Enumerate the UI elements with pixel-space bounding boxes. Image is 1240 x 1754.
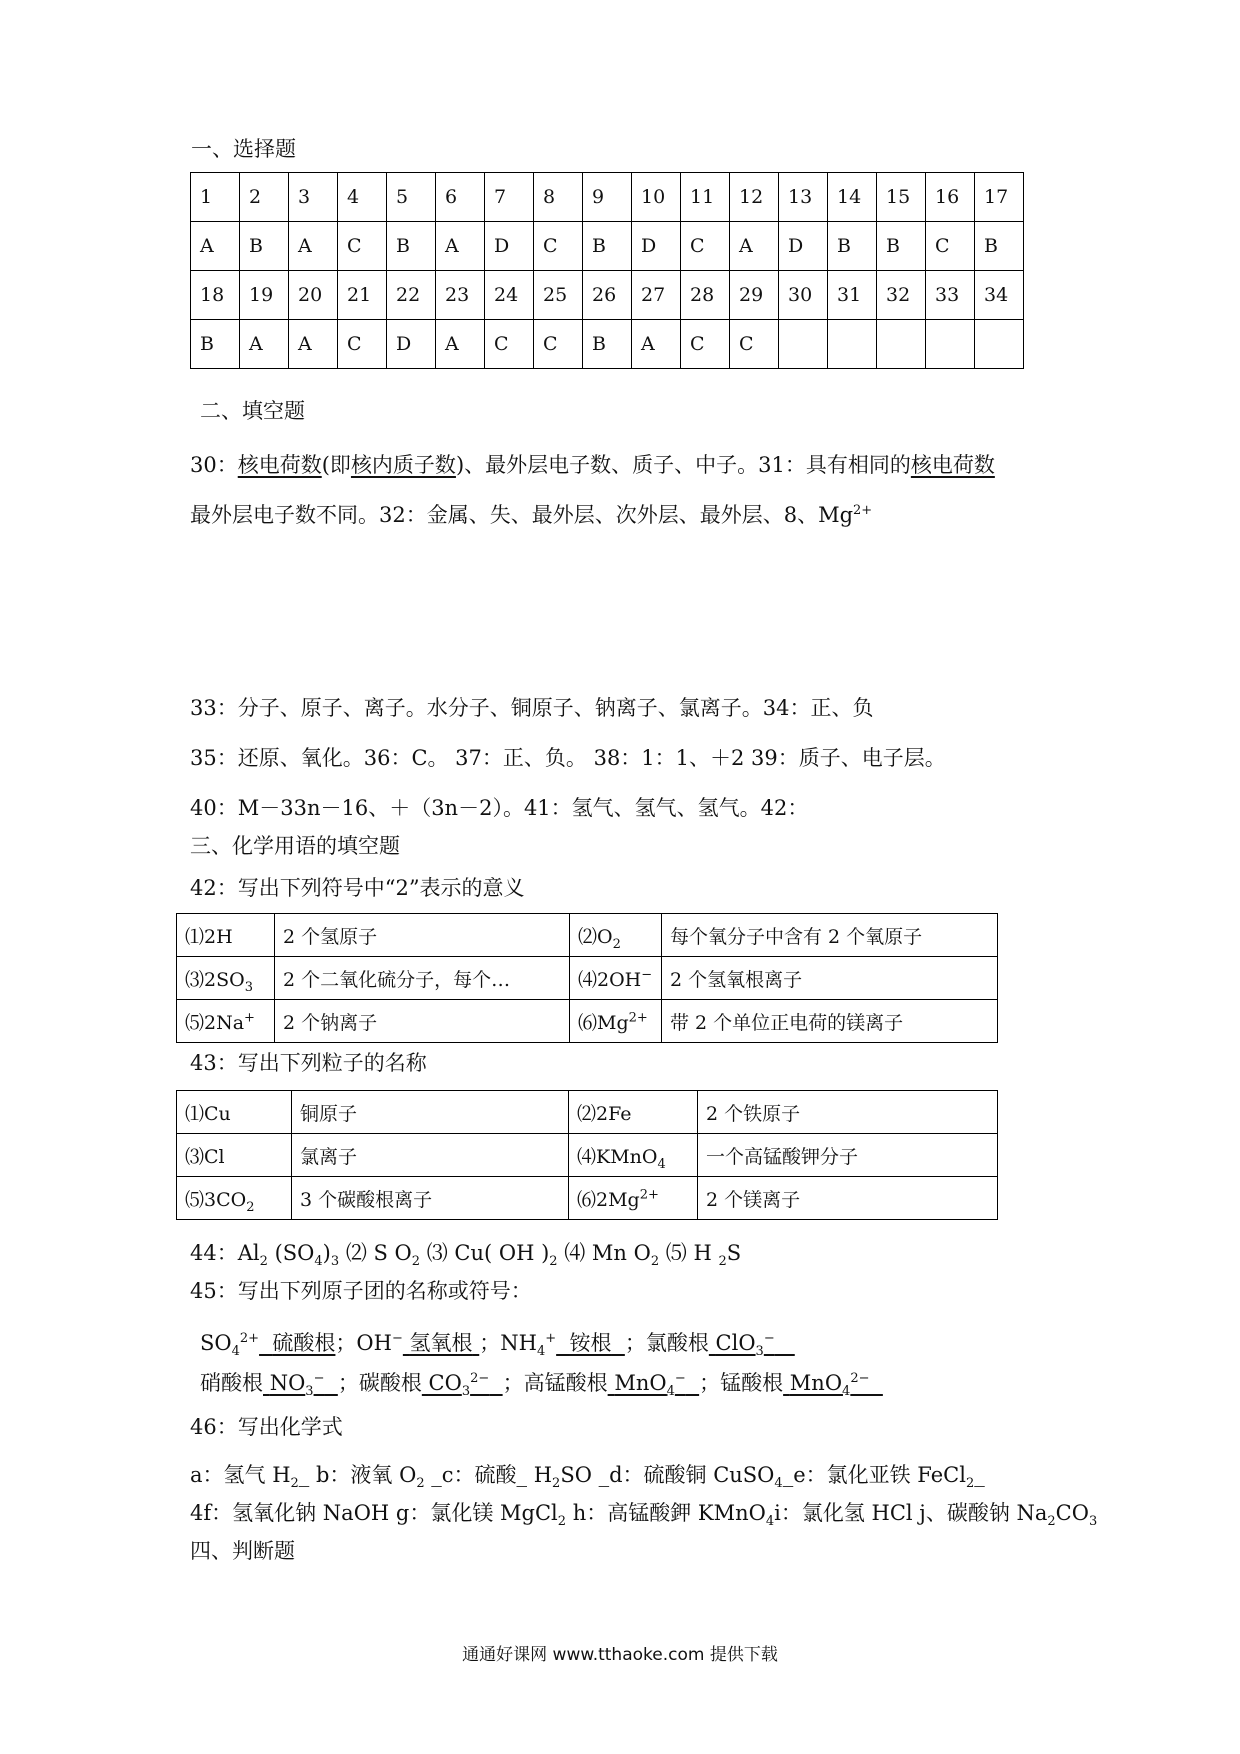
answer-cell: A <box>289 222 338 271</box>
text: a：氢气 H <box>190 1463 291 1487</box>
answer-cell <box>779 320 828 369</box>
subscript: 2 <box>259 1254 268 1270</box>
q46-title: 46：写出化学式 <box>190 1415 343 1439</box>
underlined-answer <box>709 1331 795 1360</box>
text: ) <box>322 1241 331 1265</box>
text: SO <box>200 1331 232 1355</box>
answer-cell: C <box>338 222 387 271</box>
answer-cell: D <box>485 222 534 271</box>
answer-cell: A <box>436 222 485 271</box>
text: ⑷2OH <box>578 968 642 991</box>
answer-cell: C <box>485 320 534 369</box>
text: 硫酸根 <box>272 1331 336 1355</box>
answer-cell: 1 <box>191 173 240 222</box>
subscript: 2 <box>416 1476 425 1492</box>
text: ⑶2SO <box>185 968 245 991</box>
answer-cell: 30 <box>779 271 828 320</box>
answer-cell: B <box>828 222 877 271</box>
table-row <box>177 1177 998 1220</box>
text: ⑹2Mg <box>577 1188 640 1211</box>
superscript: + <box>244 1010 255 1026</box>
subscript: 2 <box>549 1254 558 1270</box>
table-row <box>177 957 998 1000</box>
answer-cell: 8 <box>534 173 583 222</box>
answer-cell: B <box>583 222 632 271</box>
answer-cell: 25 <box>534 271 583 320</box>
answer-cell <box>926 320 975 369</box>
name-cell: 铜原子 <box>292 1091 569 1134</box>
text: ；OH <box>335 1331 392 1355</box>
text: (SO <box>267 1241 315 1265</box>
answer-cell: A <box>289 320 338 369</box>
symbol-cell: ⑴2H <box>177 914 275 957</box>
answer-cell: D <box>632 222 681 271</box>
q46-line-2 <box>190 1500 1098 1530</box>
answer-cell: A <box>191 222 240 271</box>
text: ⑸3CO <box>185 1188 247 1211</box>
answer-cell: 3 <box>289 173 338 222</box>
meaning-cell: 2 个钠离子 <box>275 1000 570 1043</box>
particle-cell <box>177 1177 292 1220</box>
name-cell: 一个高锰酸钾分子 <box>698 1134 998 1177</box>
answer-table <box>190 172 1024 369</box>
symbol-cell <box>177 1000 275 1043</box>
meaning-cell: 2 个氢氧根离子 <box>662 957 998 1000</box>
text: _ <box>974 1463 985 1487</box>
text: S <box>726 1241 742 1265</box>
superscript: 2+ <box>853 503 873 518</box>
superscript: − <box>313 1371 325 1386</box>
q45-line-2 <box>200 1370 883 1400</box>
text: _c：硫酸_ H <box>424 1463 553 1487</box>
answer-cell: 32 <box>877 271 926 320</box>
subscript: 2 <box>965 1476 975 1492</box>
text: MnO <box>614 1371 667 1395</box>
subscript: 4 <box>666 1384 675 1400</box>
text: CO <box>428 1371 462 1395</box>
underlined-answer <box>556 1331 625 1355</box>
answer-cell: 20 <box>289 271 338 320</box>
text: 硝酸根 <box>200 1371 263 1395</box>
answer-cell: B <box>975 222 1024 271</box>
subscript: 4 <box>314 1254 323 1270</box>
underlined-answer: 核电荷数 <box>910 453 995 477</box>
table-row <box>191 222 1024 271</box>
table-row <box>177 1091 998 1134</box>
answer-cell: 27 <box>632 271 681 320</box>
answer-cell <box>975 320 1024 369</box>
text: )、最外层电子数、质子、中子。31：具有相同的 <box>455 453 911 477</box>
table-row <box>177 1000 998 1043</box>
text: NO <box>269 1371 306 1395</box>
text: 4f：氢氧化钠 NaOH g：氯化镁 MgCl <box>190 1501 558 1525</box>
q44-line <box>190 1240 742 1270</box>
answer-cell: C <box>534 320 583 369</box>
symbol-cell <box>570 957 662 1000</box>
fill-line-1 <box>190 452 995 478</box>
superscript: 2+ <box>639 1187 659 1203</box>
name-cell: 2 个铁原子 <box>698 1091 998 1134</box>
symbol-cell <box>570 1000 662 1043</box>
text: ；碳酸根 <box>337 1371 422 1395</box>
answer-cell: 14 <box>828 173 877 222</box>
superscript: − <box>674 1371 686 1386</box>
answer-cell: 26 <box>583 271 632 320</box>
superscript: + <box>545 1331 557 1346</box>
superscript: − <box>641 967 653 983</box>
subscript: 2 <box>650 1254 660 1270</box>
subscript: 2 <box>718 1254 727 1270</box>
answer-cell: A <box>240 320 289 369</box>
underlined-answer <box>403 1331 479 1355</box>
text: 氢氧根 <box>409 1331 473 1355</box>
subscript: 4 <box>842 1384 851 1400</box>
table-row <box>177 914 998 957</box>
meaning-cell: 每个氧分子中含有 2 个氧原子 <box>662 914 998 957</box>
subscript: 3 <box>755 1344 764 1360</box>
superscript: − <box>391 1331 403 1346</box>
answer-cell: B <box>583 320 632 369</box>
answer-cell: B <box>877 222 926 271</box>
subscript: 2 <box>1047 1514 1056 1530</box>
answer-cell: 28 <box>681 271 730 320</box>
answer-cell: C <box>681 222 730 271</box>
answer-cell: 23 <box>436 271 485 320</box>
q45-title: 45：写出下列原子团的名称或符号： <box>190 1279 532 1303</box>
section-2-title: 二、填空题 <box>200 399 305 423</box>
name-cell: 氯离子 <box>292 1134 569 1177</box>
subscript: 2 <box>612 936 621 952</box>
subscript: 3 <box>1088 1514 1098 1530</box>
subscript: 2 <box>246 1199 255 1215</box>
answer-cell: 24 <box>485 271 534 320</box>
text: ；锰酸根 <box>699 1371 784 1395</box>
subscript: 3 <box>461 1384 471 1400</box>
q42-table <box>176 913 998 1043</box>
answer-cell: C <box>926 222 975 271</box>
text: ⑵O <box>578 925 613 948</box>
text: ；NH <box>479 1331 537 1355</box>
q46-line-1 <box>190 1462 985 1492</box>
answer-cell: 16 <box>926 173 975 222</box>
answer-cell: 19 <box>240 271 289 320</box>
answer-cell: 33 <box>926 271 975 320</box>
q42-title: 42：写出下列符号中“2”表示的意义 <box>190 876 525 900</box>
answer-cell: 9 <box>583 173 632 222</box>
answer-cell: D <box>387 320 436 369</box>
underlined-answer: 核内质子数 <box>350 453 456 477</box>
answer-cell: 7 <box>485 173 534 222</box>
text: ⑷ Mn O <box>557 1241 651 1265</box>
subscript: 3 <box>330 1254 340 1270</box>
subscript: 3 <box>244 979 253 995</box>
answer-cell: 18 <box>191 271 240 320</box>
text: i：氯化氢 HCl j、碳酸钠 Na <box>774 1501 1048 1525</box>
meaning-cell: 2 个氢原子 <box>275 914 570 957</box>
name-cell: 2 个镁离子 <box>698 1177 998 1220</box>
symbol-cell <box>177 957 275 1000</box>
text: ⑸2Na <box>185 1011 245 1034</box>
name-cell: 3 个碳酸根离子 <box>292 1177 569 1220</box>
text: ；高锰酸根 <box>502 1371 608 1395</box>
answer-cell: 29 <box>730 271 779 320</box>
subscript: 2 <box>290 1476 299 1492</box>
footer: 通通好课网 www.tthaoke.com 提供下载 <box>462 1645 778 1665</box>
answer-cell: B <box>387 222 436 271</box>
answer-cell: C <box>338 320 387 369</box>
answer-cell <box>828 320 877 369</box>
subscript: 2 <box>557 1514 567 1530</box>
answer-cell: 12 <box>730 173 779 222</box>
table-row <box>191 173 1024 222</box>
particle-cell: ⑶Cl <box>177 1134 292 1177</box>
fill-line-3: 33：分子、原子、离子。水分子、铜原子、钠离子、氯离子。34：正、负 <box>190 696 874 720</box>
answer-cell: 31 <box>828 271 877 320</box>
subscript: 4 <box>536 1344 546 1360</box>
answer-cell: A <box>436 320 485 369</box>
particle-cell <box>569 1177 698 1220</box>
underlined-answer <box>422 1371 503 1400</box>
answer-cell: 10 <box>632 173 681 222</box>
answer-cell: 22 <box>387 271 436 320</box>
text: SO _d：硫酸铜 CuSO <box>560 1463 775 1487</box>
particle-cell: ⑴Cu <box>177 1091 292 1134</box>
answer-cell: 6 <box>436 173 485 222</box>
table-row <box>191 271 1024 320</box>
q43-title: 43：写出下列粒子的名称 <box>190 1051 427 1075</box>
text: ClO <box>715 1331 756 1355</box>
answer-cell: C <box>534 222 583 271</box>
fill-line-2 <box>190 502 872 528</box>
fill-line-4: 35：还原、氧化。36：C。 37：正、负。 38：1：1、＋2 39：质子、电子层。 <box>190 746 946 770</box>
section-1-title: 一、选择题 <box>191 137 296 161</box>
table-row <box>191 320 1024 369</box>
answer-cell: B <box>240 222 289 271</box>
fill-line-5: 40：M－33n－16、＋（3n－2）。41：氢气、氢气、氢气。42： <box>190 796 809 820</box>
text: ；氯酸根 <box>624 1331 709 1355</box>
answer-cell: 13 <box>779 173 828 222</box>
section-3-title: 三、化学用语的填空题 <box>190 834 400 858</box>
subscript: 3 <box>305 1384 314 1400</box>
answer-cell: B <box>191 320 240 369</box>
answer-cell: 2 <box>240 173 289 222</box>
subscript: 4 <box>774 1476 783 1492</box>
subscript: 4 <box>231 1344 240 1360</box>
text: 最外层电子数不同。32：金属、失、最外层、次外层、最外层、8、Mg <box>190 503 854 527</box>
superscript: − <box>763 1331 775 1346</box>
answer-cell: 15 <box>877 173 926 222</box>
answer-cell: C <box>730 320 779 369</box>
subscript: 2 <box>552 1476 561 1492</box>
text: ⑷KMnO <box>577 1145 658 1168</box>
underlined-answer: 核电荷数 <box>237 453 322 477</box>
section-4-title: 四、判断题 <box>190 1539 295 1563</box>
q43-table <box>176 1090 998 1220</box>
text: CO <box>1055 1501 1089 1525</box>
text: ⑸ H <box>659 1241 719 1265</box>
q45-line-1 <box>200 1330 795 1360</box>
answer-cell: 4 <box>338 173 387 222</box>
text: ⑹Mg <box>578 1011 629 1034</box>
answer-cell: 5 <box>387 173 436 222</box>
table-row <box>177 1134 998 1177</box>
subscript: 4 <box>657 1156 666 1172</box>
superscript: 2+ <box>239 1331 260 1346</box>
superscript: 2− <box>470 1371 490 1386</box>
text: ⑶ Cu( OH ) <box>420 1241 550 1265</box>
answer-cell: 11 <box>681 173 730 222</box>
answer-cell: 21 <box>338 271 387 320</box>
answer-cell: 34 <box>975 271 1024 320</box>
superscript: 2− <box>850 1371 870 1386</box>
underlined-answer <box>608 1371 699 1400</box>
text: h：高锰酸鉀 KMnO <box>566 1501 766 1525</box>
particle-cell: ⑵2Fe <box>569 1091 698 1134</box>
superscript: 2+ <box>628 1010 648 1026</box>
text: 铵根 <box>569 1331 612 1355</box>
text: MnO <box>789 1371 843 1395</box>
text: _e：氯化亚铁 FeCl <box>782 1463 966 1487</box>
answer-cell: 17 <box>975 173 1024 222</box>
answer-cell: A <box>730 222 779 271</box>
subscript: 4 <box>765 1514 775 1530</box>
subscript: 2 <box>411 1254 421 1270</box>
text: (即 <box>321 453 351 477</box>
text: 44：Al <box>190 1241 260 1265</box>
underlined-answer <box>259 1331 335 1355</box>
text: 30： <box>190 453 238 477</box>
underlined-answer <box>263 1371 338 1400</box>
answer-cell: A <box>632 320 681 369</box>
text: ⑵ S O <box>339 1241 412 1265</box>
meaning-cell: 带 2 个单位正电荷的镁离子 <box>662 1000 998 1043</box>
answer-cell: D <box>779 222 828 271</box>
text: _ b：液氧 O <box>298 1463 417 1487</box>
meaning-cell: 2 个二氧化硫分子，每个… <box>275 957 570 1000</box>
answer-cell: C <box>681 320 730 369</box>
underlined-answer <box>783 1371 883 1400</box>
answer-cell <box>877 320 926 369</box>
particle-cell <box>569 1134 698 1177</box>
symbol-cell <box>570 914 662 957</box>
